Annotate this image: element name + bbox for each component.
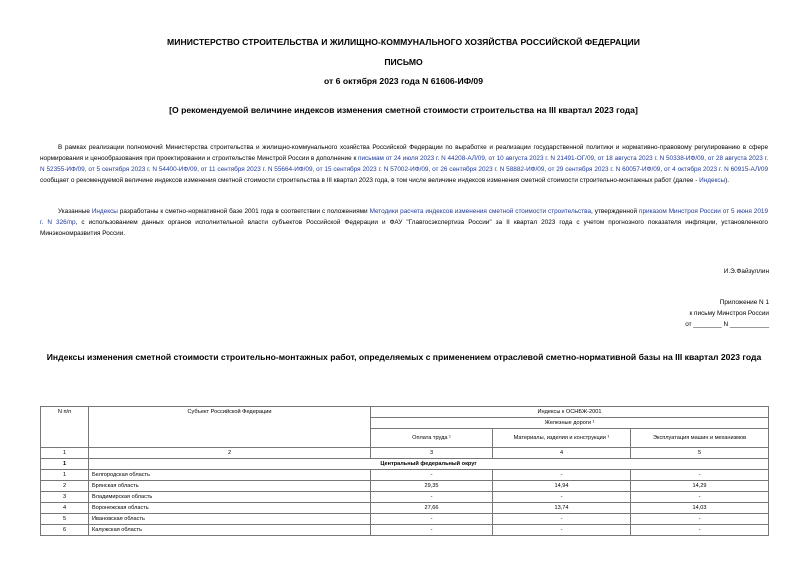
table-row <box>41 525 769 536</box>
numbering-cell: 2 <box>89 448 371 459</box>
header-index-group: Индексы к ОСНБЖ-2001 <box>371 407 769 418</box>
row-labor: 27,66 <box>371 503 493 514</box>
table-header-row <box>41 407 769 418</box>
document-type: ПИСЬМО <box>384 57 423 67</box>
table-row <box>41 481 769 492</box>
table-row <box>41 503 769 514</box>
district-name: Центральный федеральный округ <box>89 459 769 470</box>
row-num: 1 <box>41 470 89 481</box>
table-row <box>41 492 769 503</box>
indices-table <box>40 406 769 536</box>
row-materials: 14,94 <box>493 481 631 492</box>
appendix-line-2: к письму Минстроя России <box>689 310 769 317</box>
letters-link[interactable]: письмам от 24 июля 2023 г. N 44208-АЛ/09, от 10 августа 2023 г. N 21491-ОГ/09, от 18 августа 2023 г. N 50338-ИФ/09, от 28 августа 2023 г. N 52355-ИФ/09, от 5 сентября 2023 г. N 54400-ИФ/09, от 11 сентября 2023 г. N 55664-ИФ/09, от 15 сентября 2023 г. N 57002-ИФ/09, от 26 сентября 2023 г. N 58882-ИФ/09, от 29 сентября 2023 г. N 60057-ИФ/09, от 4 октября 2023 г. N 60915-АЛ/09 <box>40 155 768 173</box>
row-subject: Воронежская область <box>89 503 371 514</box>
district-num: 1 <box>41 459 89 470</box>
row-materials: 13,74 <box>493 503 631 514</box>
row-subject: Владимирская область <box>89 492 371 503</box>
table-row <box>41 514 769 525</box>
row-materials: - <box>493 514 631 525</box>
row-subject: Ивановская область <box>89 514 371 525</box>
row-labor: - <box>371 525 493 536</box>
row-machines: - <box>631 492 769 503</box>
indices-link[interactable]: Индексы <box>699 177 726 184</box>
header-subject: Субъект Российской Федерации <box>89 407 371 448</box>
order-link[interactable]: приказом Минстроя России от 5 июня 2019 г. N 326/пр <box>40 208 768 226</box>
paragraph-1-text-c: ). <box>725 177 730 184</box>
row-num: 2 <box>41 481 89 492</box>
row-num: 4 <box>41 503 89 514</box>
numbering-cell: 1 <box>41 448 89 459</box>
paragraph-1-text-b: сообщает о рекомендуемой величине индексов изменения сметной стоимости строительства в III квартал 2023 года, в том числе величине индексов изменения сметной стоимости строительно-монтажных работ (далее - <box>40 177 700 184</box>
paragraph-2-text-a: Указанные <box>58 208 92 215</box>
table-row <box>41 470 769 481</box>
row-machines: - <box>631 514 769 525</box>
header-railways: Железные дороги ¹ <box>371 418 769 429</box>
header-labor: Оплата труда ¹ <box>371 429 493 448</box>
numbering-cell: 3 <box>371 448 493 459</box>
row-machines: 14,03 <box>631 503 769 514</box>
row-materials: - <box>493 492 631 503</box>
table-title: Индексы изменения сметной стоимости строительно-монтажных работ, определяемых с применением отраслевой сметно-нормативной базы на III квартал 2023 года <box>46 352 762 362</box>
row-subject: Белгородская область <box>89 470 371 481</box>
header-machines: Эксплуатация машин и механизмов <box>631 429 769 448</box>
paragraph-1-text-a: В рамках реализации полномочий Министерства строительства и жилищно-коммунального хозяйства Российской Федерации по выработке и реализации государственной политики и нормативно-правовому регулированию в сфере нормирования и ценообразования при проектировании и строительстве Минстрой России в дополнение к <box>40 144 768 162</box>
row-machines: - <box>631 525 769 536</box>
row-num: 3 <box>41 492 89 503</box>
appendix-block <box>685 297 769 330</box>
indices-link-2[interactable]: Индексы <box>91 208 118 215</box>
row-labor: 29,35 <box>371 481 493 492</box>
row-num: 5 <box>41 514 89 525</box>
row-labor: - <box>371 470 493 481</box>
paragraph-2-text-d: , с использованием данных органов исполнительной власти субъектов Российской Федерации и ФАУ "Главгосэкспертиза России" за II квартал 2023 года с учетом прогнозного показателя инфляции, установленного Минэкономразвития России. <box>40 219 768 237</box>
document-date: от 6 октября 2023 года N 61606-ИФ/09 <box>324 76 483 86</box>
row-subject: Брянская область <box>89 481 371 492</box>
paragraph-2 <box>40 206 768 239</box>
district-row <box>41 459 769 470</box>
appendix-line-3: от ________ N ___________ <box>685 321 769 328</box>
numbering-cell: 5 <box>631 448 769 459</box>
signature: И.Э.Файзуллин <box>723 268 769 275</box>
row-labor: - <box>371 492 493 503</box>
paragraph-2-text-b: разработаны к сметно-нормативной базе 2001 года в соответствии с положениями <box>117 208 370 215</box>
methodology-link[interactable]: Методики расчета индексов изменения сметной стоимости строительства <box>369 208 592 215</box>
numbering-cell: 4 <box>493 448 631 459</box>
row-subject: Калужская область <box>89 525 371 536</box>
ministry-heading: МИНИСТЕРСТВО СТРОИТЕЛЬСТВА И ЖИЛИЩНО-КОММУНАЛЬНОГО ХОЗЯЙСТВА РОССИЙСКОЙ ФЕДЕРАЦИИ <box>167 37 640 47</box>
row-num: 6 <box>41 525 89 536</box>
table-numbering-row <box>41 448 769 459</box>
row-labor: - <box>371 514 493 525</box>
paragraph-1 <box>40 142 768 186</box>
row-materials: - <box>493 470 631 481</box>
appendix-line-1: Приложение N 1 <box>719 299 769 306</box>
row-machines: 14,29 <box>631 481 769 492</box>
header-num: N п/п <box>41 407 89 448</box>
paragraph-2-text-c: , утвержденной <box>591 208 639 215</box>
document-title: [О рекомендуемой величине индексов изменения сметной стоимости строительства на III квартал 2023 года] <box>169 105 638 115</box>
row-materials: - <box>493 525 631 536</box>
header-materials: Материалы, изделия и конструкции ¹ <box>493 429 631 448</box>
row-machines: - <box>631 470 769 481</box>
